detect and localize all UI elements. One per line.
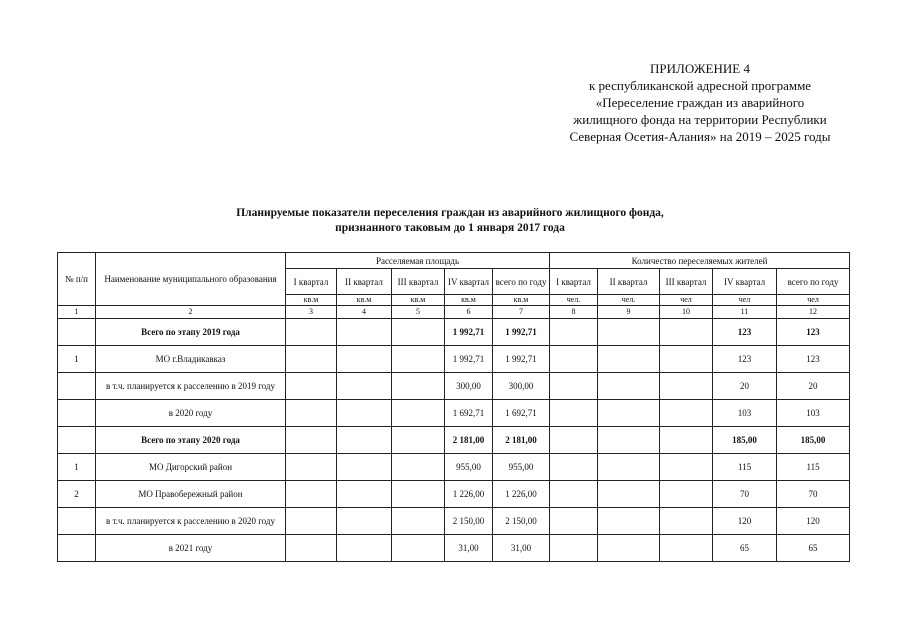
area-unit: кв.м bbox=[392, 295, 445, 306]
col-number: 10 bbox=[660, 306, 713, 319]
people-col-header: всего по году bbox=[777, 269, 850, 295]
people-cell: 70 bbox=[713, 481, 777, 508]
people-cell: 20 bbox=[713, 373, 777, 400]
people-cell: 123 bbox=[713, 319, 777, 346]
area-col-header: всего по году bbox=[493, 269, 550, 295]
people-cell bbox=[660, 508, 713, 535]
area-unit: кв.м bbox=[445, 295, 493, 306]
col-name-header: Наименование муниципального образования bbox=[96, 253, 286, 306]
row-number-cell bbox=[58, 535, 96, 562]
people-cell bbox=[660, 454, 713, 481]
table-row bbox=[58, 400, 850, 427]
col-number: 4 bbox=[337, 306, 392, 319]
area-col-header: III квартал bbox=[392, 269, 445, 295]
area-cell bbox=[392, 373, 445, 400]
area-cell bbox=[286, 346, 337, 373]
area-cell: 1 992,71 bbox=[445, 319, 493, 346]
col-number: 8 bbox=[550, 306, 598, 319]
area-cell: 1 226,00 bbox=[445, 481, 493, 508]
area-cell: 955,00 bbox=[493, 454, 550, 481]
row-number-cell bbox=[58, 508, 96, 535]
people-cell bbox=[660, 535, 713, 562]
row-name-cell: в 2021 году bbox=[96, 535, 286, 562]
area-cell bbox=[286, 535, 337, 562]
area-unit: кв.м bbox=[286, 295, 337, 306]
area-cell bbox=[337, 508, 392, 535]
area-cell: 1 992,71 bbox=[445, 346, 493, 373]
people-cell bbox=[598, 319, 660, 346]
area-cell bbox=[286, 373, 337, 400]
row-name-cell: в 2020 году bbox=[96, 400, 286, 427]
area-cell: 1 692,71 bbox=[445, 400, 493, 427]
people-unit: чел bbox=[777, 295, 850, 306]
area-cell bbox=[337, 427, 392, 454]
people-cell bbox=[660, 481, 713, 508]
row-name-cell: МО г.Владикавказ bbox=[96, 346, 286, 373]
people-cell bbox=[598, 400, 660, 427]
people-cell bbox=[598, 481, 660, 508]
people-cell bbox=[660, 373, 713, 400]
people-cell bbox=[660, 346, 713, 373]
row-name-cell: в т.ч. планируется к расселению в 2020 году bbox=[96, 508, 286, 535]
area-unit: кв.м bbox=[493, 295, 550, 306]
appendix-line: к республиканской адресной программе bbox=[588, 78, 812, 93]
area-cell bbox=[286, 454, 337, 481]
area-cell: 955,00 bbox=[445, 454, 493, 481]
people-col-header: III квартал bbox=[660, 269, 713, 295]
area-cell bbox=[337, 535, 392, 562]
area-cell: 1 226,00 bbox=[493, 481, 550, 508]
people-cell bbox=[550, 508, 598, 535]
area-cell bbox=[337, 346, 392, 373]
group-area-header: Расселяемая площадь bbox=[286, 253, 550, 269]
table-row bbox=[58, 373, 850, 400]
group-people-header: Количество переселяемых жителей bbox=[550, 253, 850, 269]
people-cell bbox=[598, 535, 660, 562]
people-unit: чел bbox=[660, 295, 713, 306]
table-row bbox=[58, 346, 850, 373]
area-cell: 300,00 bbox=[493, 373, 550, 400]
people-cell bbox=[550, 400, 598, 427]
people-cell bbox=[598, 373, 660, 400]
row-number-cell: 1 bbox=[58, 454, 96, 481]
people-col-header: I квартал bbox=[550, 269, 598, 295]
col-number: 5 bbox=[392, 306, 445, 319]
area-cell bbox=[286, 319, 337, 346]
area-cell bbox=[392, 535, 445, 562]
area-cell bbox=[286, 508, 337, 535]
people-cell bbox=[598, 346, 660, 373]
table-row bbox=[58, 319, 850, 346]
people-cell bbox=[598, 427, 660, 454]
area-cell bbox=[337, 481, 392, 508]
area-cell: 300,00 bbox=[445, 373, 493, 400]
appendix-line: ПРИЛОЖЕНИЕ 4 bbox=[650, 61, 750, 76]
area-cell bbox=[392, 346, 445, 373]
people-cell: 65 bbox=[777, 535, 850, 562]
people-col-header: II квартал bbox=[598, 269, 660, 295]
people-cell: 115 bbox=[713, 454, 777, 481]
people-cell bbox=[660, 400, 713, 427]
area-cell bbox=[392, 400, 445, 427]
area-cell bbox=[337, 400, 392, 427]
area-col-header: I квартал bbox=[286, 269, 337, 295]
title-line: Планируемые показатели переселения граждан из аварийного жилищного фонда, bbox=[236, 207, 664, 219]
area-cell bbox=[392, 481, 445, 508]
people-cell bbox=[550, 373, 598, 400]
area-cell bbox=[392, 427, 445, 454]
people-col-header: IV квартал bbox=[713, 269, 777, 295]
area-unit: кв.м bbox=[337, 295, 392, 306]
appendix-line: Северная Осетия-Алания» на 2019 – 2025 годы bbox=[569, 129, 831, 144]
document-title bbox=[150, 206, 750, 236]
people-cell: 65 bbox=[713, 535, 777, 562]
people-cell: 120 bbox=[713, 508, 777, 535]
people-cell bbox=[550, 481, 598, 508]
col-number: 2 bbox=[96, 306, 286, 319]
area-cell bbox=[392, 508, 445, 535]
table-row bbox=[58, 508, 850, 535]
area-cell: 2 181,00 bbox=[493, 427, 550, 454]
col-number: 1 bbox=[58, 306, 96, 319]
col-number: 7 bbox=[493, 306, 550, 319]
area-cell: 1 692,71 bbox=[493, 400, 550, 427]
people-cell: 103 bbox=[777, 400, 850, 427]
table-row bbox=[58, 454, 850, 481]
people-cell: 20 bbox=[777, 373, 850, 400]
title-line: признанного таковым до 1 января 2017 года bbox=[335, 222, 565, 234]
people-cell bbox=[598, 508, 660, 535]
table-row bbox=[58, 535, 850, 562]
row-number-cell: 2 bbox=[58, 481, 96, 508]
people-cell: 123 bbox=[713, 346, 777, 373]
people-cell: 123 bbox=[777, 319, 850, 346]
area-cell bbox=[286, 481, 337, 508]
row-number-cell: 1 bbox=[58, 346, 96, 373]
area-cell: 1 992,71 bbox=[493, 346, 550, 373]
row-name-cell: Всего по этапу 2020 года bbox=[96, 427, 286, 454]
col-number: 6 bbox=[445, 306, 493, 319]
people-cell bbox=[550, 319, 598, 346]
people-cell: 185,00 bbox=[777, 427, 850, 454]
area-cell bbox=[337, 373, 392, 400]
area-col-header: IV квартал bbox=[445, 269, 493, 295]
col-number: 12 bbox=[777, 306, 850, 319]
row-name-cell: МО Правобережный район bbox=[96, 481, 286, 508]
col-num-header: № п/п bbox=[58, 253, 96, 306]
area-cell bbox=[286, 400, 337, 427]
area-cell bbox=[337, 454, 392, 481]
row-name-cell: МО Дигорский район bbox=[96, 454, 286, 481]
people-cell bbox=[550, 346, 598, 373]
area-cell: 31,00 bbox=[493, 535, 550, 562]
people-cell: 70 bbox=[777, 481, 850, 508]
row-number-cell bbox=[58, 319, 96, 346]
people-unit: чел. bbox=[598, 295, 660, 306]
appendix-line: «Переселение граждан из аварийного bbox=[595, 95, 805, 110]
row-number-cell bbox=[58, 400, 96, 427]
area-cell: 2 150,00 bbox=[493, 508, 550, 535]
people-cell bbox=[598, 454, 660, 481]
table-row bbox=[58, 427, 850, 454]
area-cell bbox=[392, 319, 445, 346]
people-unit: чел. bbox=[550, 295, 598, 306]
appendix-line: жилищного фонда на территории Республики bbox=[573, 112, 827, 127]
table-row bbox=[58, 481, 850, 508]
people-cell bbox=[550, 454, 598, 481]
area-cell bbox=[286, 427, 337, 454]
col-number: 11 bbox=[713, 306, 777, 319]
people-cell: 115 bbox=[777, 454, 850, 481]
people-cell bbox=[660, 427, 713, 454]
col-number: 3 bbox=[286, 306, 337, 319]
area-cell: 31,00 bbox=[445, 535, 493, 562]
row-name-cell: в т.ч. планируется к расселению в 2019 году bbox=[96, 373, 286, 400]
row-name-cell: Всего по этапу 2019 года bbox=[96, 319, 286, 346]
people-cell: 120 bbox=[777, 508, 850, 535]
people-cell: 123 bbox=[777, 346, 850, 373]
area-cell bbox=[337, 319, 392, 346]
col-number: 9 bbox=[598, 306, 660, 319]
row-number-cell bbox=[58, 373, 96, 400]
people-cell bbox=[660, 319, 713, 346]
row-number-cell bbox=[58, 427, 96, 454]
people-unit: чел bbox=[713, 295, 777, 306]
people-cell: 103 bbox=[713, 400, 777, 427]
area-cell: 2 150,00 bbox=[445, 508, 493, 535]
area-cell: 2 181,00 bbox=[445, 427, 493, 454]
area-cell: 1 992,71 bbox=[493, 319, 550, 346]
people-cell bbox=[550, 535, 598, 562]
people-cell: 185,00 bbox=[713, 427, 777, 454]
resettlement-table bbox=[57, 252, 850, 562]
appendix-header bbox=[520, 60, 880, 145]
people-cell bbox=[550, 427, 598, 454]
area-cell bbox=[392, 454, 445, 481]
area-col-header: II квартал bbox=[337, 269, 392, 295]
